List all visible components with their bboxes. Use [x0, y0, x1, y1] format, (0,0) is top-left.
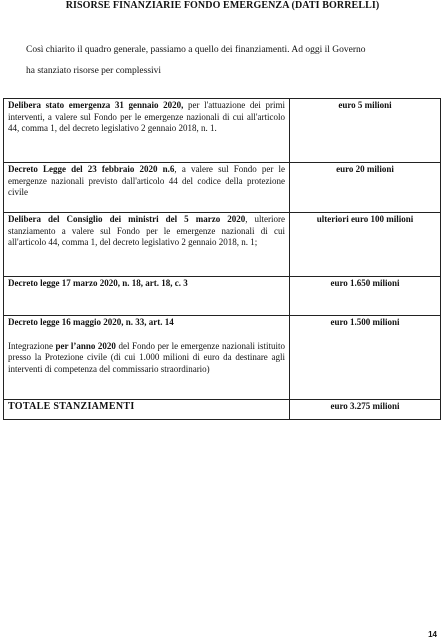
table-row: [4, 277, 441, 316]
row-description: [4, 213, 290, 277]
row-text: per l'attuazione dei primi interventi, a valere sul Fondo per le emergenze nazionali di cui all'articolo 44, comma 1, del decreto legislativo 2 gennaio 2018, n. 1.: [8, 100, 286, 134]
row-text-bold: per l’anno 2020: [55, 340, 116, 351]
row-description: [4, 99, 290, 163]
row-amount: ulteriori euro 100 milioni: [290, 213, 441, 277]
row-title: Delibera del Consiglio dei ministri del 5 marzo 2020: [8, 214, 246, 224]
row-amount: euro 1.500 milioni: [290, 316, 441, 400]
row-description: [4, 277, 290, 316]
total-row: [4, 400, 441, 420]
intro-paragraph: [26, 40, 436, 82]
page-number: 14: [428, 630, 437, 639]
row-description: [4, 163, 290, 213]
row-title: Delibera stato emergenza 31 gennaio 2020,: [8, 100, 184, 110]
row-title: Decreto legge 16 maggio 2020, n. 33, art. 14: [8, 317, 174, 327]
row-text-pre: Integrazione: [8, 340, 56, 351]
row-amount: euro 5 milioni: [290, 99, 441, 163]
intro-line-1: Così chiarito il quadro generale, passiamo a quello dei finanziamenti. Ad oggi il Governo: [26, 45, 366, 55]
table-row: [4, 316, 441, 400]
row-description: [4, 316, 290, 400]
row-text: , a valere sul Fondo per le emergenze nazionali previsto dall'articolo 44 del codice della protezione civile: [8, 164, 285, 198]
table-row: [4, 163, 441, 213]
row-title: Decreto Legge del 23 febbraio 2020 n.6: [8, 164, 175, 174]
row-amount: euro 1.650 milioni: [290, 277, 441, 316]
page-title: RISORSE FINANZIARIE FONDO EMERGENZA (DATI BORRELLI): [65, 0, 380, 11]
row-amount: euro 20 milioni: [290, 163, 441, 213]
row-text: , ulteriore stanziamento a valere sul Fondo per le emergenze nazionali di cui all'articolo 44, comma 1, del decreto legislativo 2 gennaio 2018, n. 1;: [8, 214, 285, 248]
total-label: TOTALE STANZIAMENTI: [4, 400, 290, 420]
funding-table: [3, 98, 441, 420]
table-row: [4, 213, 441, 277]
intro-line-2: ha stanziato risorse per complessivi: [26, 66, 162, 76]
row-text: [8, 341, 285, 376]
total-amount: euro 3.275 milioni: [290, 400, 441, 420]
row-text-post: del Fondo per le emergenze nazionali istituito presso la Protezione civile (di cui 1.000 milioni di euro da destinare agli interventi di competenza del commissario straordinario): [8, 340, 285, 375]
table-row: [4, 99, 441, 163]
row-title: Decreto legge 17 marzo 2020, n. 18, art. 18, c. 3: [8, 278, 188, 288]
